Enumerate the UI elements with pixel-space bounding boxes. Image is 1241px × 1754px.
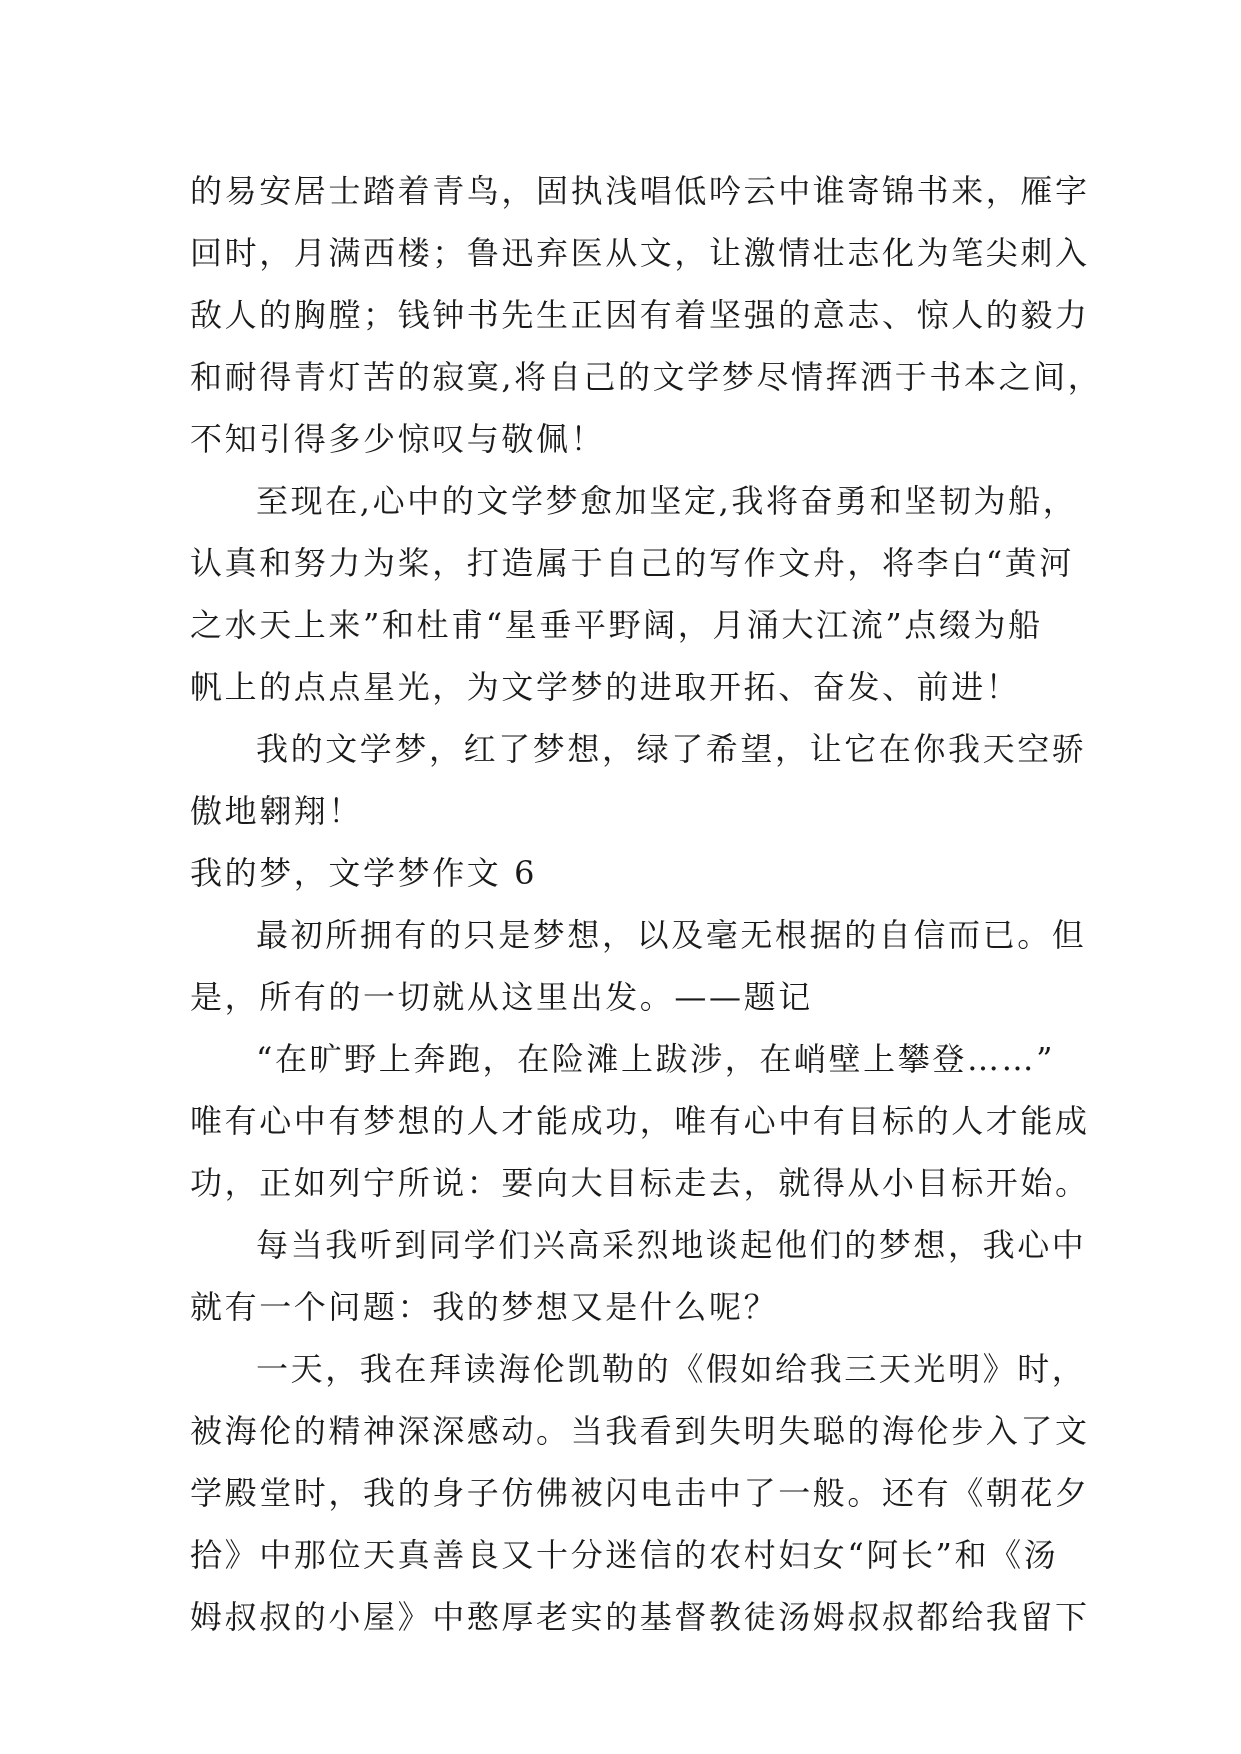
text-line: 的易安居士踏着青鸟，固执浅唱低吟云中谁寄锦书来，雁字 xyxy=(190,172,1090,210)
text-line: 傲地翱翔！ xyxy=(190,792,364,830)
text-line: 唯有心中有梦想的人才能成功，唯有心中有目标的人才能成 xyxy=(190,1102,1090,1140)
text-line: 拾》中那位天真善良又十分迷信的农村妇女“阿长”和《汤 xyxy=(190,1536,1059,1574)
text-line: 和耐得青灯苦的寂寞,将自己的文学梦尽情挥洒于书本之间， xyxy=(190,358,1103,396)
text-line: 姆叔叔的小屋》中憨厚老实的基督教徒汤姆叔叔都给我留下 xyxy=(190,1598,1090,1636)
document-body xyxy=(190,160,1103,1648)
text-line: 功，正如列宁所说：要向大目标走去，就得从小目标开始。 xyxy=(190,1164,1090,1202)
text-line: 认真和努力为桨，打造属于自己的写作文舟，将李白“黄河 xyxy=(190,544,1074,582)
paragraph-start-line: 每当我听到同学们兴高采烈地谈起他们的梦想，我心中 xyxy=(256,1226,1087,1264)
section-heading: 我的梦，文学梦作文 6 xyxy=(190,854,538,892)
text-line: 回时，月满西楼；鲁迅弃医从文，让激情壮志化为笔尖刺入 xyxy=(190,234,1090,272)
paragraph-start-line: 我的文学梦，红了梦想，绿了希望，让它在你我天空骄 xyxy=(256,730,1087,768)
text-line: 之水天上来”和杜甫“星垂平野阔，月涌大江流”点缀为船 xyxy=(190,606,1043,644)
paragraph-start-line: “在旷野上奔跑，在险滩上跋涉，在峭壁上攀登……” xyxy=(256,1040,1056,1078)
text-line: 是，所有的一切就从这里出发。——题记 xyxy=(190,978,813,1016)
text-line: 不知引得多少惊叹与敬佩！ xyxy=(190,420,606,458)
paragraph-start-line: 一天，我在拜读海伦凯勒的《假如给我三天光明》时， xyxy=(256,1350,1087,1388)
text-line: 学殿堂时，我的身子仿佛被闪电击中了一般。还有《朝花夕 xyxy=(190,1474,1090,1512)
text-line: 敌人的胸膛；钱钟书先生正因有着坚强的意志、惊人的毅力 xyxy=(190,296,1090,334)
paragraph-start-line: 最初所拥有的只是梦想，以及毫无根据的自信而已。但 xyxy=(256,916,1087,954)
text-line: 被海伦的精神深深感动。当我看到失明失聪的海伦步入了文 xyxy=(190,1412,1090,1450)
text-line: 就有一个问题：我的梦想又是什么呢？ xyxy=(190,1288,779,1326)
paragraph-start-line: 至现在,心中的文学梦愈加坚定,我将奋勇和坚韧为船， xyxy=(256,482,1078,520)
text-line: 帆上的点点星光，为文学梦的进取开拓、奋发、前进！ xyxy=(190,668,1021,706)
